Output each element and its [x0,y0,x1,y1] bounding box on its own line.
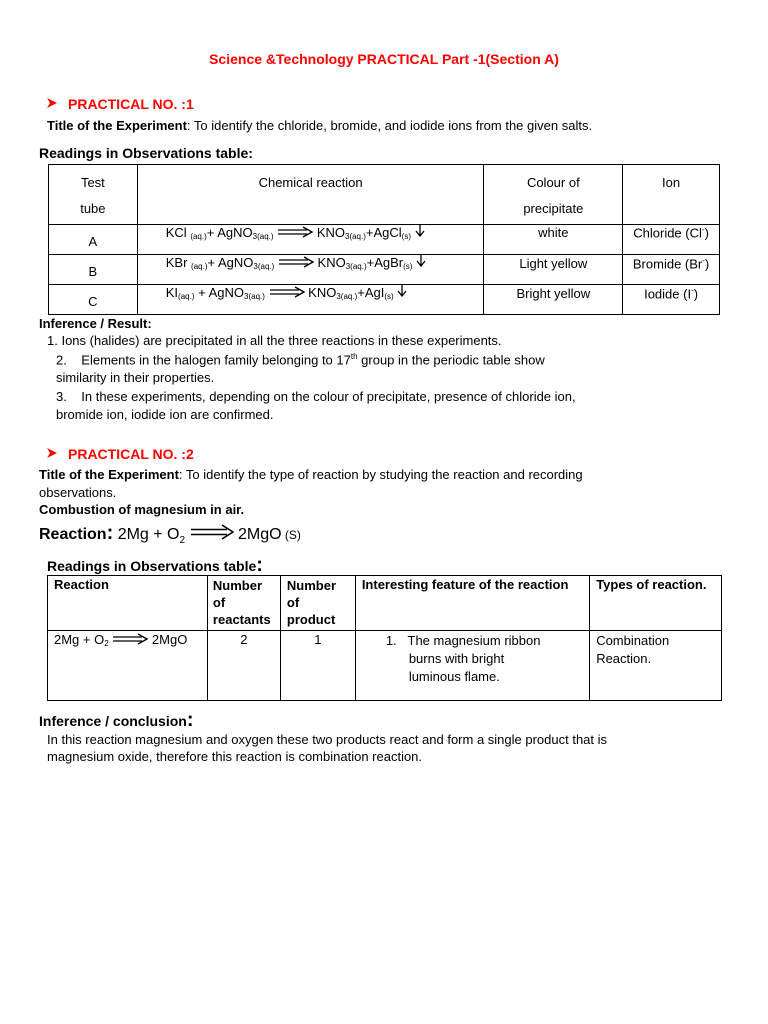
header-ion [623,165,720,225]
header-chemical-reaction [137,165,484,225]
ion-name: Iodide (I [644,286,692,302]
p1-title-line [47,118,592,133]
p2-combustion: Combustion of magnesium in air. [39,502,245,517]
tube-label: A [88,234,98,249]
ion-close: ) [693,286,699,302]
reaction-equation [166,225,484,241]
product-count: 1 [314,632,322,647]
p2-title-text: : To identify the type of reaction by studying the reaction and recording [178,467,583,482]
arrowhead-bullet-icon [46,96,60,112]
reaction-equation [166,255,484,271]
reagent: + AgNO [206,225,253,240]
precipitate-product: AgCl [373,225,402,240]
feature-line: The magnesium ribbon [407,633,541,648]
precipitate-colour: Bright yellow [516,286,591,301]
reaction-rhs: 2MgO [151,632,188,647]
product-kno3: KNO [308,285,337,300]
arrowhead-bullet-icon [46,446,60,462]
reactant: KCl [165,225,187,240]
reaction-state: (S) [281,528,301,542]
inference-text: group in the periodic table show [357,352,545,368]
ion-cell [623,255,720,285]
product-kno3: KNO [316,225,345,240]
ion-value [623,225,719,240]
subscript-three: 3 [253,262,258,271]
item-number: 2. [56,352,67,368]
precipitate-product: AgBr [374,255,404,270]
state-aq: (aq.) [191,262,208,271]
state-aq: (aq.) [190,232,207,241]
table-header-row [49,165,720,225]
reactant: KBr [165,255,188,270]
p1-inference-3-cont: bromide ion, iodide ion are confirmed. [56,407,274,422]
state-aq: (aq.) [248,292,265,301]
feature-list [386,632,583,686]
header-line: Number [212,578,263,593]
header-line: product [286,612,336,627]
down-arrow-icon [415,225,425,240]
p1-readings-heading: Readings in Observations table: [39,145,253,161]
header-type-text: Types of reaction. [596,577,707,592]
inference-text: Elements in the halogen family belonging to 17 [81,352,351,368]
ion-charge: - [702,256,705,265]
header-type [590,576,722,631]
ion-value [623,286,719,301]
down-arrow-icon [397,285,407,300]
reaction-arrow-icon [278,256,314,271]
p1-inference-2 [56,352,545,367]
header-line: of [212,595,226,610]
conclusion-colon: : [186,709,194,731]
reactant-count-cell [207,631,280,701]
document-title: Science &Technology PRACTICAL Part -1(Section A) [209,51,559,67]
table-header-row [48,576,722,631]
feature-cell [355,631,589,701]
plus: + [366,255,375,270]
p2-conclusion-heading [39,709,194,732]
plus: + [365,225,374,240]
reactant: KI [165,285,179,300]
product-kno3: KNO [317,255,346,270]
header-line: Number [286,578,337,593]
ion-close: ) [704,256,710,272]
ion-charge: - [691,286,694,295]
p2-reaction-line [39,522,301,546]
p2-readings-heading [47,554,263,577]
table-row [49,255,720,285]
header-reaction: Chemical reaction [258,175,363,190]
header-reaction-text: Reaction [54,577,109,592]
colour-cell [484,255,623,285]
ion-cell [623,285,720,315]
header-line: of [286,595,300,610]
type-cell [590,631,722,701]
item-number: 3. [56,389,67,404]
p1-title-label: Title of the Experiment [47,118,187,133]
header-feature [355,576,589,631]
reaction-equation [54,632,201,648]
tube-label: B [88,264,98,279]
state-solid: (s) [401,232,411,241]
precipitate-product: AgI [364,285,385,300]
practical-1-title: PRACTICAL NO. :1 [68,96,194,112]
subscript-three: 3 [252,232,258,241]
p1-inference-2-cont: similarity in their properties. [56,370,215,385]
reaction-colon: : [106,522,114,544]
conclusion-heading-text: Inference / conclusion [39,713,187,729]
practical-2-title: PRACTICAL NO. :2 [68,446,194,462]
state-aq: (aq.) [350,262,367,271]
reaction-arrow-icon [277,226,313,241]
p1-inference-1: 1. Ions (halides) are precipitated in all the three reactions in these experiments. [47,333,502,348]
table-row [48,631,722,701]
ion-name: Bromide (Br [632,256,703,272]
p2-title-label: Title of the Experiment [39,467,179,482]
tube-cell [49,285,138,315]
reaction-cell [137,225,484,255]
state-aq: (aq.) [257,262,275,271]
precipitate-colour: white [538,225,569,240]
precipitate-colour: Light yellow [519,256,588,271]
header-colour [484,165,623,225]
product-count-cell [280,631,355,701]
subscript-two: 2 [104,639,109,648]
p2-conclusion-1: In this reaction magnesium and oxygen these two products react and form a single product that is [47,732,608,747]
tube-cell [49,255,138,285]
colour-cell [484,285,623,315]
ion-name: Chloride (Cl [633,225,702,241]
readings-heading-text: Readings in Observations table [47,558,257,574]
p2-conclusion-2: magnesium oxide, therefore this reaction is combination reaction. [47,749,423,764]
reaction-rhs: 2MgO [237,526,282,543]
header-ion-label: Ion [662,175,681,190]
table-row [49,225,720,255]
plus: + [357,285,365,300]
reagent: + AgNO [198,285,244,300]
p1-observation-table [48,164,720,315]
header-colour-of: Colour of [526,175,580,190]
reaction-arrow-icon [112,633,148,648]
subscript-three: 3 [336,292,341,301]
reaction-cell [137,285,484,315]
state-aq: (aq.) [349,232,366,241]
practical-1-heading [46,96,194,112]
reagent: + AgNO [207,255,254,270]
feature-line: luminous flame. [408,669,500,684]
header-feature-text: Interesting feature of the reaction [361,577,569,592]
p2-observation-table [47,575,722,701]
item-number: 1. [385,633,397,648]
down-arrow-icon [416,255,426,270]
colour-cell [484,225,623,255]
reaction-cell [48,631,208,701]
ion-cell [623,225,720,255]
header-test-tube [49,165,138,225]
state-aq: (aq.) [257,232,274,241]
ion-close: ) [704,225,709,241]
header-products [280,576,355,631]
subscript-three: 3 [244,292,249,301]
p2-title-cont: observations. [39,485,117,500]
tube-label: C [88,294,98,309]
header-precipitate: precipitate [523,201,584,216]
reaction-equation [166,285,484,301]
state-aq: (aq.) [340,292,358,301]
table-row [49,285,720,315]
subscript-three: 3 [344,232,350,241]
state-aq: (aq.) [178,292,195,301]
p2-title-line [39,467,583,482]
reaction-label: Reaction [39,526,107,543]
ion-charge: - [701,225,705,234]
p1-inference-3 [56,389,576,404]
practical-2-heading [46,446,194,462]
tube-cell [49,225,138,255]
readings-colon: : [256,554,263,576]
header-reactants [207,576,280,631]
reactant-count: 2 [240,632,248,647]
type-line: Reaction. [596,651,652,666]
subscript-two: 2 [179,535,186,547]
inference-text: In these experiments, depending on the colour of precipitate, presence of chloride ion, [81,389,576,404]
state-solid: (s) [384,292,394,301]
header-reaction [48,576,208,631]
reaction-arrow-icon [269,286,305,301]
reaction-lhs: 2Mg + O [113,526,180,543]
header-line: reactants [212,612,271,627]
p1-inference-heading: Inference / Result: [39,316,152,331]
header-test: Test [80,175,105,190]
reaction-arrow-icon [190,524,234,545]
state-solid: (s) [403,262,413,271]
header-tube: tube [80,201,106,216]
reaction-lhs: 2Mg + O [54,632,105,647]
p1-title-text: : To identify the chloride, bromide, and iodide ions from the given salts. [186,118,593,133]
reaction-cell [137,255,484,285]
ion-value [623,256,719,271]
type-line: Combination [596,633,670,648]
superscript: th [350,352,358,361]
subscript-three: 3 [345,262,351,271]
feature-line: burns with bright [408,651,505,666]
